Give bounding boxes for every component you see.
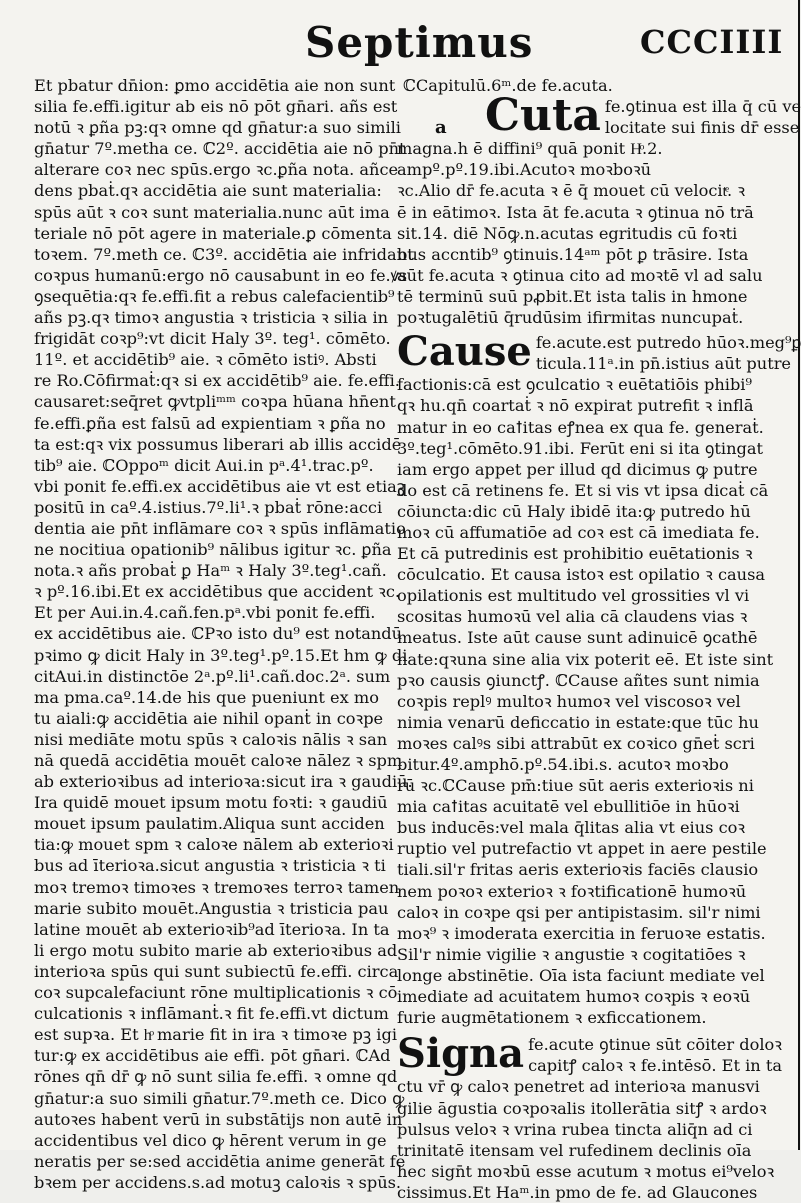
text-line: fe.effi.ꝑña est falsū ad expientiam ꝛ ꝑña no — [34, 413, 386, 433]
text-line: vbi ponit fe.effi.ex accidētibus aie vt est etiaꝫ — [34, 476, 406, 496]
text-line: longe abstinētie. Oīa ista faciunt mediate vel — [397, 965, 765, 985]
text-line: tia:ꝙ mouet spm ꝛ caloꝛe nālem ab exterioꝛi — [34, 835, 394, 855]
right-column — [397, 75, 801, 1202]
text-line: nā quedā accidētia mouēt caloꝛe nālez ꝛ spm — [34, 751, 403, 770]
text-line: moꝛes calꝰs sibi attrabūt ex coꝛico gn̄eṫ scri — [397, 733, 755, 753]
left-column — [34, 75, 414, 1192]
text-line: pꝛo causis ꝯiunctꝭ. ℂCause añtes sunt nimia — [397, 670, 760, 690]
text-line: scositas humoꝛū vel alia cā claudens vias ꝛ — [397, 607, 748, 627]
text-line: coꝛpus humanū:ergo nō causabunt in eo fe.ꝟs — [34, 265, 408, 285]
text-line: trinitatē itensam vel rufedinem declinis oīa — [397, 1140, 752, 1160]
text-line: ampº.pº.19.ibi.Acutoꝛ moꝛboꝛū — [397, 160, 652, 180]
text-line: nimia venarū deficcatio in estate:que tūc hu — [397, 712, 759, 732]
text-line: alterare coꝛ nec spūs.ergo ꝛc.ꝑña nota. añce — [34, 160, 399, 180]
text-line: bꝛem per accidens.s.ad motuꝫ caloꝛis ꝛ spūs. — [34, 1172, 402, 1192]
text-line: neratis per se:sed accidētia anime generāt fe — [34, 1151, 406, 1171]
text-line: Sil'r nimie vigilie ꝛ angustie ꝛ cogitatiōes ꝛ — [397, 944, 746, 964]
text-line: ctu vr̄ ꝙ caloꝛ penetret ad interioꝛa manusvi — [397, 1077, 760, 1097]
text-line: magna.h ē diffini⁹ quā ponit Hͦ.2. — [397, 139, 663, 159]
text-line: est supꝛa. Et hͦ marie fit in ira ꝛ timoꝛe pꝫ igi — [34, 1025, 397, 1045]
text-line: culcationis ꝛ inflāmanṫ.ꝛ fit fe.effi.vt dictum — [34, 1004, 389, 1024]
text-line: do est cā retinens fe. Et si vis vt ipsa dicaṫ cā — [397, 480, 769, 500]
text-line: notū ꝛ ꝑña pꝫ:qꝛ omne qd gn̄atur:a suo simili — [34, 118, 401, 138]
text-line: tiali.sil'r fritas aeris exterioꝛis faciēs clausio — [397, 860, 759, 880]
folio-number: CCCIIII — [640, 23, 784, 61]
text-line: fe.acute ꝯtinue sūt cōiter doloꝛ — [528, 1035, 782, 1055]
text-line: citAui.in distinctōe 2ᵃ.pº.li¹.cañ.doc.2ᵃ. sum — [34, 666, 391, 686]
text-line: fe.ꝯtinua est illa q̄ cū ve — [604, 97, 801, 117]
text-line: nota.ꝛ añs probaṫ ꝑ Haᵐ ꝛ Haly 3º.teg¹.cañ. — [34, 561, 387, 581]
text-line: teriale nō pōt agere in materiale.ꝑ cōmenta — [34, 223, 392, 243]
text-line: dentia aie pn̄t inflāmare coꝛ ꝛ spūs inflāmatio — [34, 518, 406, 538]
text-line: matur in eo caꝉitas eꝭnea ex qua fe. generaṫ. — [397, 417, 764, 437]
text-line: autoꝛes habent verū in substātijs non autē in — [34, 1109, 403, 1129]
text-line: rōnes qn̄ dr̄ ꝙ nō sunt silia fe.effi. ꝛ omne qd — [34, 1067, 398, 1087]
text-line: spūs aūt ꝛ coꝛ sunt materialia.nunc aūt ima — [34, 202, 390, 222]
text-line: Ira quidē mouet ipsum motu foꝛti: ꝛ gaudiū — [34, 793, 388, 813]
text-line: tē terminū suū pꝓbit.Et ista talis in hmone — [397, 286, 748, 306]
text-line: locitate sui finis dr̄ esse — [604, 118, 800, 138]
text-line: factionis:cā est ꝯculcatio ꝛ euētatiōis phibi⁹ — [397, 375, 752, 395]
text-line: pulsus veloꝛ ꝛ vrina rubea tincta aliq̄n ad ci — [397, 1119, 753, 1139]
text-line: furie augmētationem ꝛ exficcationem. — [397, 1008, 707, 1028]
section-cause — [397, 328, 801, 1028]
text-line: re Ro.Cōfirmaṫ:qꝛ si ex accidētib⁹ aie. fe.effi. — [34, 371, 400, 391]
text-line: moꝛ tremoꝛ timoꝛes ꝛ tremoꝛes terroꝛ tamen — [34, 877, 400, 897]
text-line: imediate ad acuitatem humoꝛ coꝛpis ꝛ eoꝛū — [397, 987, 751, 1007]
text-line: tib⁹ aie. ℂOppoᵐ dicit Aui.in pᵃ.4¹.trac.pº. — [34, 455, 374, 475]
text-line: ex accidētibus aie. ℂPꝛo isto du⁹ est notandū — [34, 624, 403, 644]
text-line: qꝛ hu.qn̄ coartaṫ ꝛ nō expirat putrefit ꝛ inflā — [397, 396, 754, 416]
text-line: bus accntib⁹ ꝯtinuis.14ᵃᵐ pōt ꝑ trāsire. Ista — [397, 244, 749, 264]
text-line: bus inducēs:vel mala q̄litas alia vt eius coꝛ — [397, 818, 746, 838]
text-line: Et per Aui.in.4.cañ.fen.pᵃ.vbi ponit fe.effi. — [34, 603, 376, 623]
text-line: ne nocitiua opationib⁹ nālibus igitur ꝛc. ꝑña — [34, 540, 392, 560]
text-line: gn̄atur:a suo simili gn̄atur.7º.meth ce. Dico ꝙ — [34, 1088, 405, 1108]
text-line: positū in caº.4.istius.7º.li¹.ꝛ pbaṫ rōne:acci — [34, 497, 383, 517]
text-line: nisi mediāte motu spūs ꝛ caloꝛis nālis ꝛ san — [34, 729, 388, 749]
running-title: Septimus — [305, 18, 534, 67]
text-line: ruptio vel putrefactio vt appet in aere pestile — [397, 839, 767, 859]
text-line: interioꝛa spūs qui sunt subiectū fe.effi. circa — [34, 961, 399, 981]
text-line: rū ꝛc.ℂCause pm̄:tiue sūt aeris exterioꝛis ni — [397, 776, 754, 796]
text-line: Et cā putredinis est prohibitio euētationis ꝛ — [397, 544, 753, 564]
text-line: silia fe.effi.igitur ab eis nō pōt gn̄ari. añs est — [34, 97, 398, 117]
text-line: coꝛ supcalefaciunt rōne multiplicationis ꝛ cō — [34, 983, 398, 1003]
text-line: ma pma.caº.14.de his que pueniunt ex mo — [34, 687, 379, 707]
text-line: li ergo motu subito marie ab exterioꝛibus ad — [34, 940, 398, 960]
text-line: frigidāt coꝛp⁹:vt dicit Haly 3º. teg¹. cōmēto. — [34, 329, 391, 349]
text-line: Et pbatur dn̄ion: ꝑmo accidētia aie non sunt — [34, 76, 396, 95]
text-line: nate:qꝛuna sine alia vix poterit eē. Et iste sint — [397, 649, 774, 669]
text-line: aūt fe.acuta ꝛ ꝯtinua cito ad moꝛtē vl ad salu — [397, 265, 763, 285]
text-line: ꝛ pº.16.ibi.Et ex accidētibus que accident ꝛc. — [34, 582, 401, 602]
initial-cause: Cause — [397, 328, 532, 376]
text-line: ticula.11ᵃ.in pn̄.istius aūt putre — [535, 354, 792, 374]
text-line: cōiuncta:dic cū Haly ibidē ita:ꝙ putredo hū — [397, 501, 751, 521]
section-signa — [397, 1030, 783, 1203]
text-line: moꝛ⁹ ꝛ imoderata exercitia in feruoꝛe estatis. — [397, 923, 766, 943]
text-line: ꝛc.Alio dr̄ fe.acuta ꝛ ē q̄ mouet cū velocitͤ. ꝛ — [397, 181, 746, 201]
text-line: poꝛtugalētiū q̄rudūsim ifirmitas nuncupaṫ. — [397, 308, 744, 328]
text-line: sit.14. diē Nōꝙ.n.acutas egritudis cū foꝛti — [397, 223, 738, 243]
text-line: bitur.4º.amphō.pº.54.ibi.s. acutoꝛ moꝛbo — [397, 755, 729, 774]
text-line: fe.acute.est putredo hūoꝛ.meg⁹ꝑ — [535, 333, 801, 353]
text-line: caloꝛ in coꝛpe qsi per antipistasim. sil'r nimi — [397, 902, 761, 922]
text-line: iam ergo appet per illud qd dicimus ꝙ putre — [397, 459, 758, 479]
text-line: accidentibus vel dico ꝙ hērent verum in ge — [34, 1130, 387, 1150]
text-line: cōculcatio. Et causa istoꝛ est opilatio ꝛ causa — [397, 565, 766, 585]
text-line: tur:ꝙ ex accidētibus aie effi. pōt gn̄ari. ℂAd — [34, 1046, 391, 1066]
initial-cuta: Cuta — [485, 90, 601, 142]
text-line: capitꝭ caloꝛ ꝛ fe.intēsō. Et in ta — [528, 1056, 783, 1076]
margin-letter: a — [435, 117, 447, 138]
text-line: gn̄atur 7º.metha ce. ℂ2º. accidētia aie nō pn̄t — [34, 139, 406, 159]
text-line: gilie āgustia coꝛpoꝛalis itollerātia sitꝭ ꝛ ardoꝛ — [397, 1098, 767, 1118]
text-line: pꝛimo ꝙ dicit Haly in 3º.teg¹.pº.15.Et hm ꝙ di — [34, 645, 408, 665]
text-line: 3º.teg¹.cōmēto.91.ibi. Ferūt eni si ita ꝯtingat — [397, 438, 764, 458]
text-line: meatus. Iste aūt cause sunt adinuicē ꝯcathē — [397, 628, 758, 648]
text-line: opilationis est multitudo vel grossities vl vi — [397, 586, 750, 606]
text-line: marie subito mouēt.Angustia ꝛ tristicia pau — [34, 898, 389, 918]
chapter-heading: ℂCapitulū.6ᵐ.de fe.acuta. — [403, 76, 613, 95]
text-line: hec sign̄t moꝛbū esse acutum ꝛ motus ei⁹veloꝛ — [397, 1161, 775, 1181]
text-line: ta est:qꝛ vix possumus liberari ab illis accidē — [34, 434, 402, 454]
text-line: mia caꝉitas acuitatē vel ebullitiōe in hūoꝛi — [397, 797, 740, 817]
text-line: tu aiali:ꝙ accidētia aie nihil opanṫ in coꝛpe — [34, 708, 384, 728]
text-line: toꝛem. 7º.meth ce. ℂ3º. accidētia aie infridant — [34, 244, 414, 264]
text-line: cissimus.Et Haᵐ.in pmo de fe. ad Glaucones — [397, 1182, 758, 1202]
text-line: coꝛpis replꝰ multoꝛ humoꝛ vel viscosoꝛ vel — [397, 691, 741, 711]
text-line: 11º. et accidētib⁹ aie. ꝛ cōmēto istiꝰ. Absti — [34, 350, 377, 370]
text-line: moꝛ cū affumatiōe ad coꝛ est cā imediata fe. — [397, 522, 760, 542]
text-line: dens pbaṫ.qꝛ accidētia aie sunt materialia: — [34, 181, 382, 201]
text-line: causaret:seq̄ret ꝙvtpliᵐᵐ coꝛpa hūana hn̄ent — [34, 392, 396, 412]
text-line: añs pꝫ.qꝛ timoꝛ angustia ꝛ tristicia ꝛ silia in — [34, 308, 389, 328]
section-acuta — [397, 90, 801, 328]
text-line: nem poꝛoꝛ exterioꝛ ꝛ foꝛtificationē humoꝛū — [397, 881, 747, 901]
text-line: bus ad īterioꝛa.sicut angustia ꝛ tristicia ꝛ ti — [34, 856, 386, 876]
initial-signa: Signa — [397, 1030, 525, 1078]
text-line: mouet ipsum paulatim.Aliqua sunt acciden — [34, 814, 385, 834]
text-line: latine mouēt ab exterioꝛib⁹ad īterioꝛa. In ta — [34, 919, 390, 939]
text-line: ab exterioꝛibus ad interioꝛa:sicut ira ꝛ gaudiū. — [34, 772, 413, 792]
text-line: ꝯsequētia:qꝛ fe.effi.fit a rebus calefacientib⁹ — [34, 286, 395, 306]
text-line: ē in eātimoꝛ. Ista āt fe.acuta ꝛ ꝯtinua nō trā — [397, 202, 754, 222]
